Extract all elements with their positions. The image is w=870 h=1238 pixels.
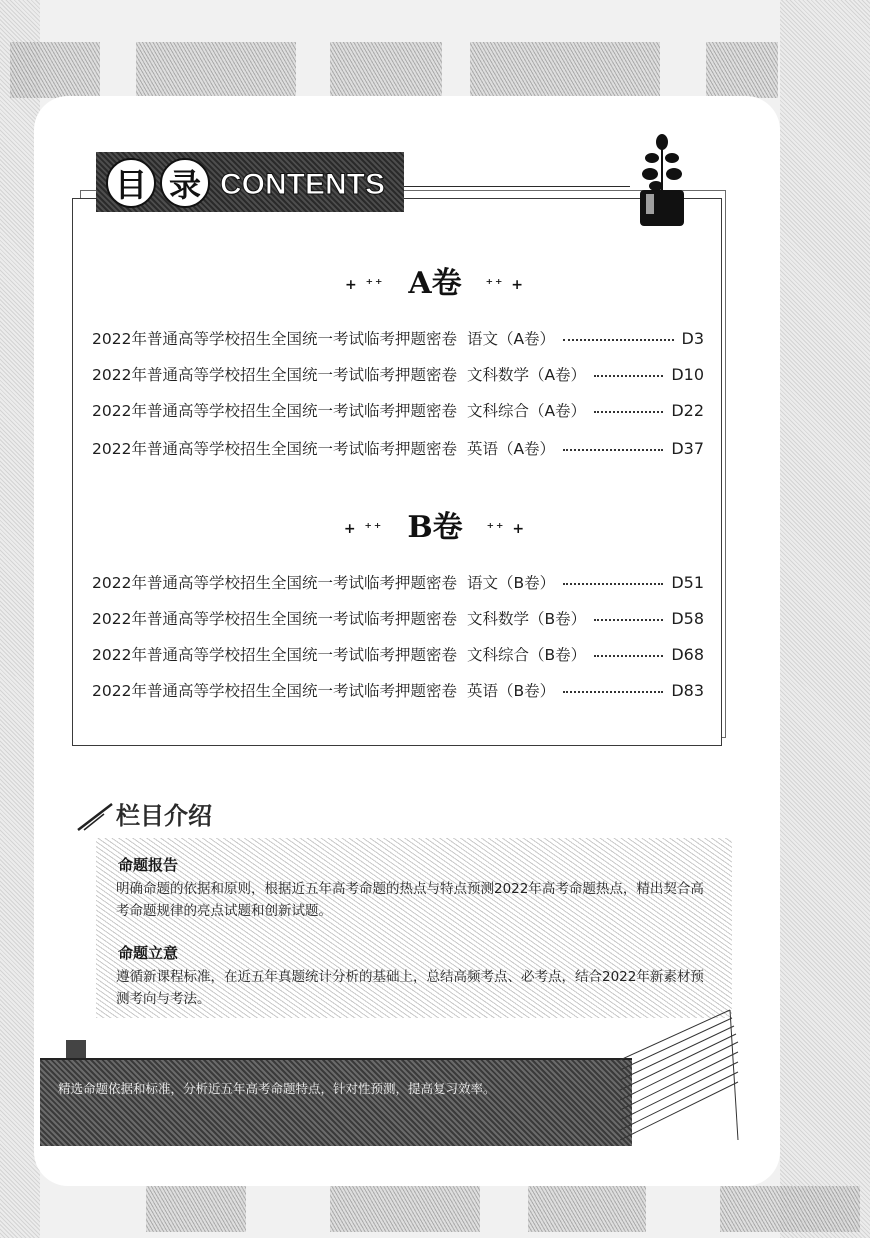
toc-item-page: D58 — [671, 608, 704, 628]
intro-section-heading: 命题立意 — [118, 944, 179, 962]
bottom-banner-text: 精选命题依据和标准，分析近五年高考命题特点，针对性预测，提高复习效率。 — [58, 1081, 496, 1096]
volume-a-title — [0, 258, 870, 302]
leader-dots — [563, 339, 673, 341]
toc-item-subject: 英语（A卷） — [466, 440, 556, 458]
bottom-banner — [40, 1058, 632, 1146]
scan-noise-right — [780, 0, 870, 1238]
toc-item-title: 2022年普通高等学校招生全国统一考试临考押题密卷 — [92, 682, 457, 700]
leader-dots — [563, 583, 663, 585]
toc-row[interactable] — [92, 642, 704, 666]
header-rule — [404, 186, 630, 187]
toc-item-page: D3 — [681, 328, 704, 348]
leader-dots — [594, 411, 663, 413]
toc-item-page: D68 — [671, 644, 704, 664]
slash-decoration-icon — [76, 800, 114, 832]
leader-dots — [594, 655, 663, 657]
toc-item-title: 2022年普通高等学校招生全国统一考试临考押题密卷 — [92, 440, 457, 458]
sparkle-icon: ⁺⁺ + — [485, 277, 526, 293]
leader-dots — [594, 375, 663, 377]
toc-item-title: 2022年普通高等学校招生全国统一考试临考押题密卷 — [92, 366, 457, 384]
toc-item-title: 2022年普通高等学校招生全国统一考试临考押题密卷 — [92, 330, 457, 348]
title-char-lu: 录 — [160, 158, 210, 208]
contents-title: CONTENTS — [220, 168, 385, 201]
plant-pot-icon — [630, 134, 694, 230]
sparkle-icon: ⁺⁺ + — [486, 521, 527, 537]
leader-dots — [594, 619, 663, 621]
toc-item-page: D37 — [671, 438, 704, 458]
sparkle-icon: + ⁺⁺ — [344, 277, 385, 293]
toc-row[interactable] — [92, 678, 704, 702]
toc-item-subject: 文科数学（B卷） — [466, 610, 587, 628]
toc-item-subject: 语文（A卷） — [466, 330, 556, 348]
toc-row[interactable] — [92, 570, 704, 594]
volume-b-title — [0, 502, 870, 546]
toc-row[interactable] — [92, 606, 704, 630]
volume-b-label: B卷 — [407, 510, 463, 545]
book-pages-decoration — [620, 1000, 740, 1150]
toc-item-page: D51 — [671, 572, 704, 592]
toc-item-subject: 语文（B卷） — [466, 574, 556, 592]
scan-noise-bottom — [0, 1186, 870, 1232]
toc-item-page: D83 — [671, 680, 704, 700]
sparkle-icon: + ⁺⁺ — [343, 521, 384, 537]
toc-item-title: 2022年普通高等学校招生全国统一考试临考押题密卷 — [92, 402, 457, 420]
intro-section-body: 明确命题的依据和原则，根据近五年高考命题的热点与特点预测2022年高考命题热点，精出契合高考命题规律的亮点试题和创新试题。 — [116, 881, 704, 919]
toc-item-title: 2022年普通高等学校招生全国统一考试临考押题密卷 — [92, 610, 457, 628]
intro-section-body: 遵循新课程标准，在近五年真题统计分析的基础上，总结高频考点、必考点，结合2022年新素材预测考向与考法。 — [116, 969, 704, 1007]
intro-section-heading: 命题报告 — [118, 856, 179, 874]
leader-dots — [563, 691, 663, 693]
toc-row[interactable] — [92, 398, 704, 422]
intro-title: 栏目介绍 — [116, 801, 212, 830]
leader-dots — [563, 449, 663, 451]
toc-item-page: D10 — [671, 364, 704, 384]
toc-item-subject: 文科综合（B卷） — [466, 646, 587, 664]
title-char-mu: 目 — [106, 158, 156, 208]
toc-item-title: 2022年普通高等学校招生全国统一考试临考押题密卷 — [92, 646, 457, 664]
toc-row[interactable] — [92, 436, 704, 460]
toc-item-subject: 文科综合（A卷） — [466, 402, 587, 420]
toc-item-subject: 文科数学（A卷） — [466, 366, 587, 384]
toc-item-page: D22 — [671, 400, 704, 420]
scan-noise-top — [0, 42, 870, 98]
toc-item-subject: 英语（B卷） — [466, 682, 556, 700]
toc-row[interactable] — [92, 326, 704, 350]
toc-row[interactable] — [92, 362, 704, 386]
toc-item-title: 2022年普通高等学校招生全国统一考试临考押题密卷 — [92, 574, 457, 592]
volume-a-label: A卷 — [408, 266, 462, 301]
